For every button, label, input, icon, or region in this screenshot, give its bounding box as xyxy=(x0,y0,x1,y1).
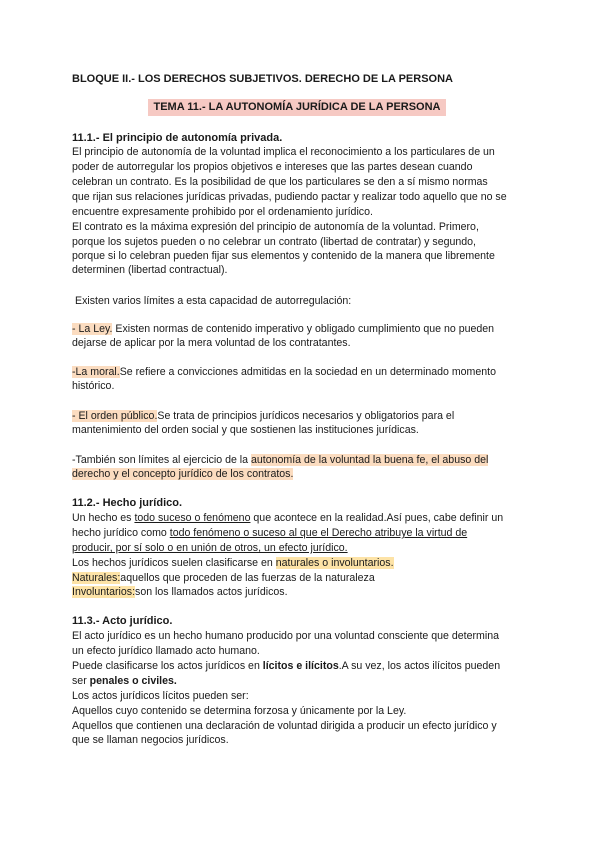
underlined-text: todo suceso o fenómeno xyxy=(134,512,251,524)
involuntarios-label: Involuntarios: xyxy=(72,586,136,598)
bold-text: lícitos e ilícitos xyxy=(262,660,339,672)
text: son los llamados actos jurídicos. xyxy=(135,586,288,598)
paragraph-line: porque si lo celebran pueden fijar sus elementos y contenido de la manera que libremente xyxy=(72,250,495,262)
section-11-3-heading: 11.3.- Acto jurídico. xyxy=(72,615,173,627)
hecho-line-2 xyxy=(72,526,467,541)
text: Puede clasificarse los actos jurídicos en xyxy=(72,660,263,672)
paragraph-line: que rijan sus relaciones jurídicas privadas, pudiendo pactar y realizar todo aquello que no se xyxy=(72,191,507,203)
acto-line-8: que se llaman negocios jurídicos. xyxy=(72,734,229,746)
ley-text: Existen normas de contenido imperativo y obligado cumplimiento que no pueden xyxy=(112,323,495,335)
limit-moral xyxy=(72,365,496,380)
acto-line-6: Aquellos cuyo contenido se determina forzosa y únicamente por la Ley. xyxy=(72,705,407,717)
bloque-title: BLOQUE II.- LOS DERECHOS SUBJETIVOS. DERECHO DE LA PERSONA xyxy=(72,73,453,85)
acto-line-1: El acto jurídico es un hecho humano producido por una voluntad consciente que determina xyxy=(72,630,499,642)
text: ser xyxy=(72,675,90,687)
naturales-label: Naturales: xyxy=(72,572,121,584)
naturales-highlight: naturales o involuntarios. xyxy=(275,557,394,569)
paragraph-line: celebran un contrato. Es la posibilidad de que los particulares se den a sí mismo normas xyxy=(72,176,488,188)
limit-moral-line2: histórico. xyxy=(72,380,115,392)
ley-highlight: - La Ley. xyxy=(72,323,113,335)
text: Un hecho es xyxy=(72,512,135,524)
text: aquellos que proceden de las fuerzas de la naturaleza xyxy=(120,572,375,584)
tambien-line2 xyxy=(72,467,293,482)
section-11-1-heading: 11.1.- El principio de autonomía privada. xyxy=(72,132,283,144)
tambien-highlight: autonomía de la voluntad la buena fe, el abuso del xyxy=(251,454,489,466)
paragraph-line: El principio de autonomía de la voluntad implica el reconocimiento a los particulares de un xyxy=(72,146,495,158)
acto-line-2: un efecto jurídico llamado acto humano. xyxy=(72,645,260,657)
text: hecho jurídico como xyxy=(72,527,170,539)
paragraph-line: porque los sujetos pueden o no celebrar un contrato (libertad de contratar) y segundo, xyxy=(72,236,476,248)
section-11-2-heading: 11.2.- Hecho jurídico. xyxy=(72,497,183,509)
hecho-line-6 xyxy=(72,585,288,600)
acto-line-5: Los actos jurídicos lícitos pueden ser: xyxy=(72,690,249,702)
tambien-text: -También son límites al ejercicio de la xyxy=(72,454,251,466)
tambien-line xyxy=(72,453,488,468)
limit-orden xyxy=(72,409,454,424)
moral-text: Se refiere a convicciones admitidas en la sociedad en un determinado momento xyxy=(119,366,496,378)
orden-highlight: - El orden público. xyxy=(72,410,158,422)
hecho-line-1 xyxy=(72,511,503,526)
paragraph-line: poder de autorregular los propios objetivos e intereses que las partes desean cuando xyxy=(72,161,473,173)
underlined-text: producir, por sí solo o en unión de otros, un efecto jurídico. xyxy=(72,542,348,554)
limits-intro: Existen varios límites a esta capacidad de autorregulación: xyxy=(75,295,352,307)
paragraph-line: determinen (libertad contractual). xyxy=(72,264,228,276)
limit-orden-line2: mantenimiento del orden social y que sostienen las instituciones jurídicas. xyxy=(72,424,419,436)
acto-line-7: Aquellos que contienen una declaración de voluntad dirigida a producir un efecto jurídico y xyxy=(72,720,497,732)
hecho-line-3 xyxy=(72,541,348,556)
underlined-text: todo fenómeno o suceso al que el Derecho atribuye la virtud de xyxy=(169,527,468,539)
paragraph-line: encuentre expresamente prohibido por el ordenamiento jurídico. xyxy=(72,206,373,218)
tema-title: TEMA 11.- LA AUTONOMÍA JURÍDICA DE LA PERSONA xyxy=(148,99,446,116)
limit-ley xyxy=(72,322,494,337)
text: que acontece en la realidad.Así pues, cabe definir un xyxy=(250,512,504,524)
acto-line-3 xyxy=(72,659,500,674)
tambien-highlight-2: derecho y el concepto jurídico de los contratos. xyxy=(72,468,294,480)
text: Los hechos jurídicos suelen clasificarse en xyxy=(72,557,276,569)
limit-ley-line2: dejarse de aplicar por la mera voluntad de los contratantes. xyxy=(72,337,351,349)
moral-highlight: -La moral. xyxy=(72,366,120,378)
hecho-line-4 xyxy=(72,556,394,571)
paragraph-line: El contrato es la máxima expresión del principio de autonomía de la voluntad. Primero, xyxy=(72,221,479,233)
acto-line-4 xyxy=(72,674,177,689)
text: .A su vez, los actos ilícitos pueden xyxy=(338,660,501,672)
orden-text: Se trata de principios jurídicos necesarios y obligatorios para el xyxy=(157,410,455,422)
hecho-line-5 xyxy=(72,571,375,586)
bold-text: penales o civiles. xyxy=(89,675,177,687)
